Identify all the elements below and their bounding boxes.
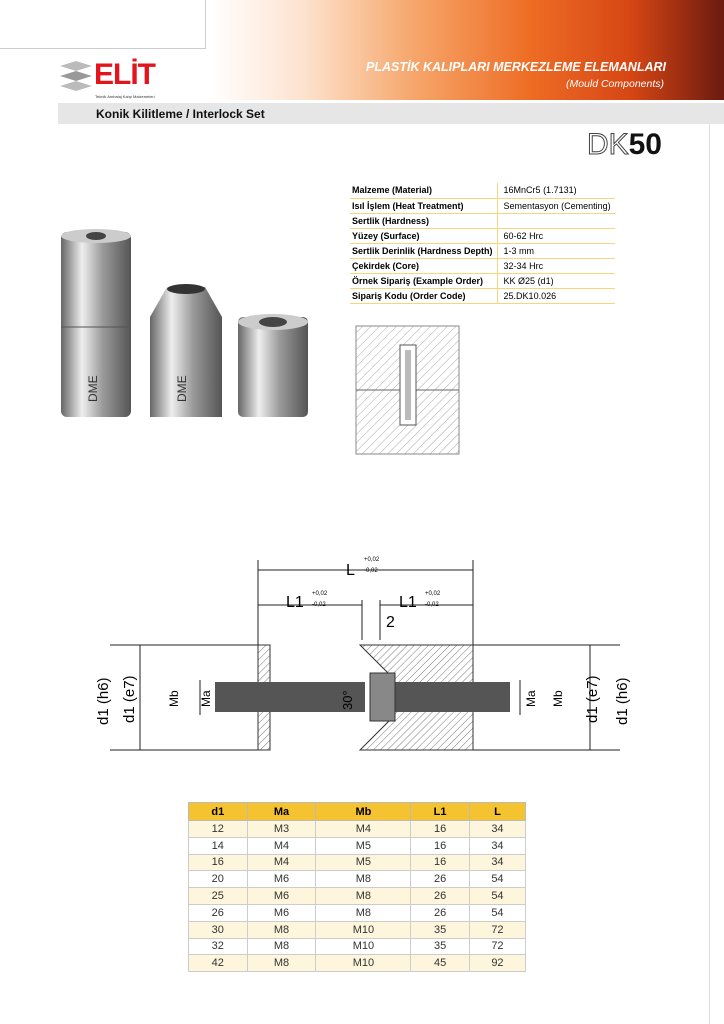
spec-value: 25.DK10.026 bbox=[497, 288, 615, 303]
tol-minus: -0,02 bbox=[312, 602, 326, 608]
table-cell: 12 bbox=[189, 821, 248, 838]
dim-Ma-left: Ma bbox=[199, 690, 213, 707]
table-cell: M8 bbox=[247, 938, 316, 955]
table-row bbox=[189, 821, 526, 838]
table-row bbox=[189, 921, 526, 938]
table-cell: 26 bbox=[411, 871, 470, 888]
section-drawing bbox=[355, 325, 460, 455]
section-title: Konik Kilitleme / Interlock Set bbox=[96, 107, 265, 121]
table-cell: 30 bbox=[189, 921, 248, 938]
table-cell: M6 bbox=[247, 871, 316, 888]
spec-row bbox=[350, 288, 615, 303]
table-cell: 54 bbox=[469, 888, 525, 905]
table-cell: 42 bbox=[189, 955, 248, 972]
table-cell: M10 bbox=[316, 938, 411, 955]
table-cell: M5 bbox=[316, 854, 411, 871]
table-cell: 32 bbox=[189, 938, 248, 955]
table-cell: M4 bbox=[247, 854, 316, 871]
spec-value: Sementasyon (Cementing) bbox=[497, 198, 615, 213]
spec-value: 60-62 Hrc bbox=[497, 228, 615, 243]
table-cell: 25 bbox=[189, 888, 248, 905]
table-row bbox=[189, 888, 526, 905]
table-cell: 35 bbox=[411, 921, 470, 938]
dim-L: L bbox=[346, 562, 355, 579]
table-cell: M6 bbox=[247, 888, 316, 905]
table-cell: 72 bbox=[469, 921, 525, 938]
table-cell: 54 bbox=[469, 871, 525, 888]
table-cell: 14 bbox=[189, 837, 248, 854]
tol-plus: +0,02 bbox=[425, 591, 441, 597]
table-cell: 54 bbox=[469, 904, 525, 921]
table-row bbox=[189, 837, 526, 854]
spec-value: 1-3 mm bbox=[497, 243, 615, 258]
tol-plus: +0,02 bbox=[364, 557, 380, 563]
spec-row bbox=[350, 273, 615, 288]
spec-row bbox=[350, 258, 615, 273]
divider bbox=[709, 124, 710, 1024]
product-marking: DME bbox=[86, 375, 100, 402]
table-cell: 34 bbox=[469, 854, 525, 871]
technical-drawing bbox=[90, 545, 640, 760]
table-cell: 45 bbox=[411, 955, 470, 972]
spec-label: Isıl İşlem (Heat Treatment) bbox=[350, 198, 497, 213]
logo bbox=[58, 60, 168, 104]
dimension-table bbox=[188, 802, 526, 972]
logo-tagline: Teknik Ambalaj Kalıp Malzemeleri bbox=[95, 94, 155, 99]
dim-Mb-left: Mb bbox=[167, 690, 181, 707]
spec-row bbox=[350, 183, 615, 198]
table-row bbox=[189, 871, 526, 888]
spec-row bbox=[350, 213, 615, 228]
table-cell: 34 bbox=[469, 821, 525, 838]
spec-label: Sertlik (Hardness) bbox=[350, 213, 497, 228]
table-cell: 92 bbox=[469, 955, 525, 972]
dim-L1-right: L1 bbox=[399, 594, 417, 611]
column-header: L bbox=[469, 803, 525, 821]
column-header: d1 bbox=[189, 803, 248, 821]
table-cell: 20 bbox=[189, 871, 248, 888]
table-cell: 16 bbox=[411, 854, 470, 871]
table-cell: M10 bbox=[316, 921, 411, 938]
dim-angle: 30° bbox=[340, 690, 355, 710]
dim-Ma-right: Ma bbox=[524, 690, 538, 707]
table-cell: M6 bbox=[247, 904, 316, 921]
spec-value: KK Ø25 (d1) bbox=[497, 273, 615, 288]
table-cell: M8 bbox=[247, 955, 316, 972]
spec-label: Yüzey (Surface) bbox=[350, 228, 497, 243]
section-bar bbox=[58, 103, 724, 124]
spec-value: 32-34 Hrc bbox=[497, 258, 615, 273]
table-cell: M8 bbox=[316, 888, 411, 905]
dim-gap: 2 bbox=[386, 614, 395, 631]
tol-minus: -0,02 bbox=[364, 568, 378, 574]
table-row bbox=[189, 854, 526, 871]
spec-value: 16MnCr5 (1.7131) bbox=[497, 183, 615, 198]
spec-label: Malzeme (Material) bbox=[350, 183, 497, 198]
code-number: 50 bbox=[628, 128, 662, 161]
dim-d1h6-left: d1 (h6) bbox=[95, 677, 112, 725]
tol-plus: +0,02 bbox=[312, 591, 328, 597]
table-cell: M5 bbox=[316, 837, 411, 854]
spec-row bbox=[350, 198, 615, 213]
spec-value bbox=[497, 213, 615, 228]
table-cell: 26 bbox=[189, 904, 248, 921]
top-frame bbox=[0, 0, 206, 49]
table-cell: 16 bbox=[189, 854, 248, 871]
table-cell: 26 bbox=[411, 904, 470, 921]
column-header: Ma bbox=[247, 803, 316, 821]
table-row bbox=[189, 904, 526, 921]
dim-L1-left: L1 bbox=[286, 594, 304, 611]
product-photo bbox=[55, 222, 325, 422]
table-cell: M4 bbox=[316, 821, 411, 838]
tol-minus: -0,02 bbox=[425, 602, 439, 608]
column-header: L1 bbox=[411, 803, 470, 821]
logo-text: ELİT bbox=[94, 58, 155, 91]
spec-label: Örnek Sipariş (Example Order) bbox=[350, 273, 497, 288]
spec-label: Sertlik Derinlik (Hardness Depth) bbox=[350, 243, 497, 258]
table-cell: 26 bbox=[411, 888, 470, 905]
table-cell: M10 bbox=[316, 955, 411, 972]
spec-row bbox=[350, 243, 615, 258]
table-cell: M8 bbox=[247, 921, 316, 938]
product-marking-2: DME bbox=[175, 375, 189, 402]
spec-table bbox=[350, 183, 615, 304]
page-subtitle: (Mould Components) bbox=[565, 78, 664, 90]
table-row bbox=[189, 955, 526, 972]
logo-stack-icon bbox=[58, 60, 94, 98]
spec-label: Çekirdek (Core) bbox=[350, 258, 497, 273]
product-code bbox=[587, 130, 662, 160]
table-cell: 34 bbox=[469, 837, 525, 854]
table-cell: 16 bbox=[411, 821, 470, 838]
dim-d1h6-right: d1 (h6) bbox=[614, 677, 631, 725]
dim-Mb-right: Mb bbox=[551, 690, 565, 707]
table-cell: M3 bbox=[247, 821, 316, 838]
table-row bbox=[189, 938, 526, 955]
dim-d1e7-right: d1 (e7) bbox=[584, 675, 601, 723]
table-cell: 72 bbox=[469, 938, 525, 955]
page-title: PLASTİK KALIPLARI MERKEZLEME ELEMANLARI bbox=[366, 60, 666, 74]
table-cell: 16 bbox=[411, 837, 470, 854]
table-cell: M8 bbox=[316, 904, 411, 921]
spec-label: Sipariş Kodu (Order Code) bbox=[350, 288, 497, 303]
table-cell: M8 bbox=[316, 871, 411, 888]
spec-row bbox=[350, 228, 615, 243]
code-prefix: DK bbox=[586, 128, 629, 161]
table-cell: 35 bbox=[411, 938, 470, 955]
column-header: Mb bbox=[316, 803, 411, 821]
dim-d1e7-left: d1 (e7) bbox=[121, 675, 138, 723]
table-cell: M4 bbox=[247, 837, 316, 854]
